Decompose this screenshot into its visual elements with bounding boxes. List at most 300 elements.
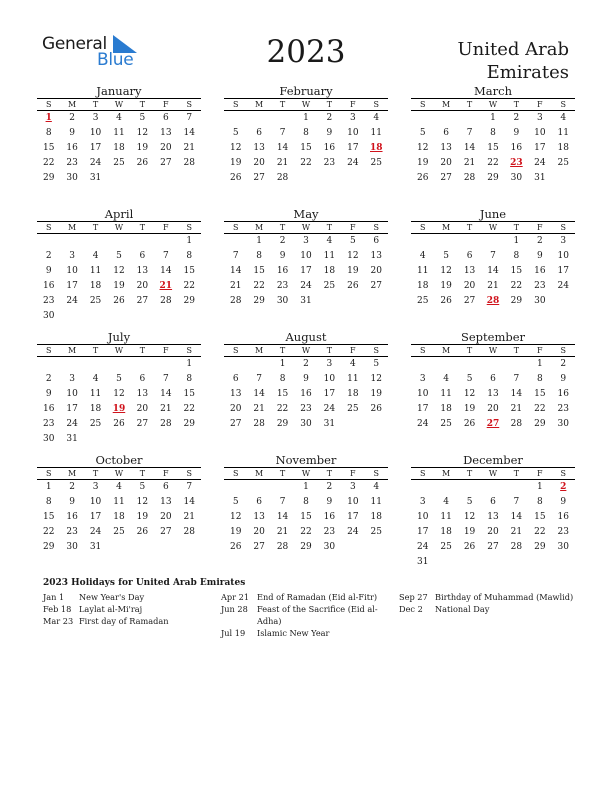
weekday-header: W bbox=[107, 99, 130, 111]
day-cell: 21 bbox=[276, 158, 289, 168]
day-cell: 13 bbox=[487, 512, 499, 522]
empty-day-cell bbox=[131, 432, 154, 447]
empty-day-cell bbox=[247, 480, 270, 496]
day-cell: 24 bbox=[534, 158, 546, 168]
weekday-header: T bbox=[131, 345, 154, 357]
day-cell: 3 bbox=[326, 359, 333, 369]
day-cell: 10 bbox=[416, 512, 429, 522]
holiday-day-cell: 18 bbox=[370, 143, 383, 153]
day-cell: 2 bbox=[69, 482, 75, 492]
day-cell: 30 bbox=[323, 542, 336, 552]
day-cell: 1 bbox=[303, 113, 309, 123]
day-cell: 14 bbox=[183, 128, 195, 138]
weekday-header: M bbox=[247, 99, 270, 111]
empty-day-cell bbox=[131, 171, 154, 186]
day-cell: 27 bbox=[229, 419, 242, 429]
day-cell: 29 bbox=[183, 296, 195, 306]
day-cell: 22 bbox=[487, 158, 499, 168]
day-cell: 28 bbox=[253, 419, 265, 429]
holiday-name: National Day bbox=[435, 604, 490, 614]
empty-day-cell bbox=[505, 357, 528, 373]
day-cell: 25 bbox=[440, 419, 452, 429]
day-cell: 25 bbox=[347, 404, 359, 414]
day-cell: 6 bbox=[139, 374, 146, 384]
day-cell: 8 bbox=[303, 128, 309, 138]
country-name-line-2: Emirates bbox=[486, 62, 569, 83]
day-cell: 22 bbox=[42, 527, 55, 537]
weekday-header: S bbox=[411, 222, 434, 234]
weekday-header: W bbox=[107, 468, 130, 480]
empty-day-cell bbox=[107, 540, 130, 555]
holiday-column bbox=[399, 591, 574, 615]
day-cell: 3 bbox=[69, 374, 75, 384]
holiday-item bbox=[221, 603, 391, 627]
day-cell: 10 bbox=[557, 251, 569, 261]
empty-day-cell bbox=[247, 111, 270, 127]
weekday-header: F bbox=[528, 345, 551, 357]
day-cell: 14 bbox=[183, 497, 195, 507]
day-cell: 9 bbox=[69, 497, 75, 507]
weekday-header: S bbox=[411, 345, 434, 357]
empty-day-cell bbox=[552, 171, 575, 186]
day-cell: 6 bbox=[490, 374, 496, 384]
day-cell: 31 bbox=[323, 419, 336, 429]
day-cell: 8 bbox=[536, 374, 543, 384]
day-cell: 17 bbox=[557, 266, 569, 276]
empty-day-cell bbox=[411, 357, 434, 373]
day-cell: 27 bbox=[440, 173, 452, 183]
empty-day-cell bbox=[481, 480, 504, 496]
day-cell: 2 bbox=[326, 113, 333, 123]
day-cell: 28 bbox=[183, 527, 195, 537]
month-calendar bbox=[411, 207, 575, 309]
day-cell: 13 bbox=[253, 143, 265, 153]
day-cell: 11 bbox=[89, 389, 102, 399]
day-cell: 22 bbox=[300, 527, 312, 537]
day-cell: 10 bbox=[347, 128, 359, 138]
weekday-header: S bbox=[224, 99, 247, 111]
day-cell: 5 bbox=[232, 128, 239, 138]
day-cell: 3 bbox=[92, 482, 99, 492]
day-cell: 20 bbox=[487, 404, 499, 414]
day-cell: 13 bbox=[136, 389, 149, 399]
empty-day-cell bbox=[411, 234, 434, 250]
day-cell: 13 bbox=[370, 251, 382, 261]
empty-day-cell bbox=[107, 234, 130, 250]
day-cell: 19 bbox=[229, 158, 242, 168]
day-cell: 31 bbox=[416, 557, 429, 567]
weekday-header: F bbox=[154, 468, 177, 480]
day-cell: 4 bbox=[92, 251, 99, 261]
day-cell: 27 bbox=[136, 296, 149, 306]
day-cell: 20 bbox=[136, 281, 149, 291]
day-cell: 5 bbox=[232, 497, 239, 507]
day-cell: 7 bbox=[162, 251, 169, 261]
day-cell: 12 bbox=[463, 389, 476, 399]
holiday-list-title: 2023 Holidays for United Arab Emirates bbox=[43, 578, 246, 588]
day-cell: 5 bbox=[116, 374, 122, 384]
weekday-header: F bbox=[528, 222, 551, 234]
weekday-header: S bbox=[365, 99, 388, 111]
day-cell: 11 bbox=[89, 266, 102, 276]
day-cell: 18 bbox=[370, 512, 382, 522]
day-cell: 20 bbox=[136, 404, 149, 414]
empty-day-cell bbox=[84, 309, 107, 324]
weekday-header: S bbox=[178, 345, 201, 357]
day-cell: 28 bbox=[463, 173, 476, 183]
day-cell: 25 bbox=[89, 419, 102, 429]
day-cell: 19 bbox=[463, 527, 476, 537]
empty-day-cell bbox=[224, 111, 247, 127]
weekday-header: F bbox=[341, 345, 364, 357]
day-cell: 30 bbox=[42, 434, 55, 444]
day-cell: 1 bbox=[186, 359, 193, 369]
day-cell: 20 bbox=[253, 158, 265, 168]
day-cell: 28 bbox=[510, 542, 523, 552]
empty-day-cell bbox=[84, 234, 107, 250]
holiday-name: Feast of the Sacrifice (Eid al-Adha) bbox=[257, 604, 378, 626]
holiday-item bbox=[399, 603, 574, 615]
month-name: December bbox=[463, 453, 523, 467]
day-cell: 24 bbox=[89, 527, 102, 537]
day-cell: 2 bbox=[45, 251, 52, 261]
day-cell: 16 bbox=[557, 512, 569, 522]
day-cell: 5 bbox=[349, 236, 356, 246]
day-cell: 25 bbox=[370, 158, 382, 168]
weekday-header: S bbox=[37, 468, 60, 480]
month-grid bbox=[37, 221, 201, 324]
day-cell: 29 bbox=[253, 296, 265, 306]
day-cell: 17 bbox=[300, 266, 312, 276]
day-cell: 31 bbox=[89, 542, 102, 552]
day-cell: 3 bbox=[419, 374, 426, 384]
day-cell: 29 bbox=[183, 419, 195, 429]
day-cell: 18 bbox=[89, 404, 102, 414]
day-cell: 23 bbox=[557, 404, 569, 414]
day-cell: 6 bbox=[490, 497, 496, 507]
day-cell: 26 bbox=[136, 527, 149, 537]
country-name-line-1: United Arab bbox=[457, 39, 569, 60]
weekday-header: T bbox=[505, 345, 528, 357]
day-cell: 12 bbox=[113, 389, 125, 399]
day-cell: 16 bbox=[66, 143, 78, 153]
empty-day-cell bbox=[458, 480, 481, 496]
day-cell: 25 bbox=[440, 542, 452, 552]
weekday-header: W bbox=[481, 468, 504, 480]
day-cell: 6 bbox=[162, 113, 169, 123]
day-cell: 23 bbox=[66, 158, 78, 168]
month-calendar bbox=[37, 453, 201, 555]
day-cell: 29 bbox=[534, 419, 546, 429]
empty-day-cell bbox=[178, 432, 201, 447]
day-cell: 27 bbox=[370, 281, 382, 291]
holiday-date: Jun 28 bbox=[221, 604, 248, 614]
day-cell: 22 bbox=[534, 527, 546, 537]
weekday-header: W bbox=[107, 345, 130, 357]
holiday-date: Dec 2 bbox=[399, 604, 423, 614]
holiday-item bbox=[221, 627, 391, 639]
day-cell: 14 bbox=[487, 266, 499, 276]
day-cell: 7 bbox=[186, 482, 193, 492]
weekday-header: T bbox=[458, 468, 481, 480]
day-cell: 4 bbox=[373, 482, 380, 492]
month-name: April bbox=[104, 207, 134, 221]
day-cell: 25 bbox=[370, 527, 382, 537]
day-cell: 29 bbox=[487, 173, 499, 183]
day-cell: 3 bbox=[560, 236, 567, 246]
empty-day-cell bbox=[411, 480, 434, 496]
day-cell: 15 bbox=[300, 143, 312, 153]
holiday-day-cell: 19 bbox=[112, 404, 126, 414]
country-name bbox=[457, 38, 569, 84]
day-cell: 8 bbox=[186, 251, 193, 261]
empty-day-cell bbox=[154, 540, 177, 555]
day-cell: 17 bbox=[534, 143, 546, 153]
empty-day-cell bbox=[528, 555, 551, 570]
day-cell: 24 bbox=[416, 419, 429, 429]
day-cell: 31 bbox=[89, 173, 102, 183]
month-grid bbox=[37, 98, 201, 186]
weekday-header: S bbox=[552, 222, 575, 234]
day-cell: 16 bbox=[323, 512, 336, 522]
day-cell: 25 bbox=[557, 158, 569, 168]
day-cell: 15 bbox=[534, 512, 546, 522]
day-cell: 2 bbox=[513, 113, 520, 123]
month-grid bbox=[37, 467, 201, 555]
holiday-name: Laylat al-Mi'raj bbox=[79, 604, 143, 614]
day-cell: 30 bbox=[66, 173, 78, 183]
holiday-item bbox=[399, 591, 574, 603]
day-cell: 5 bbox=[466, 374, 473, 384]
day-cell: 6 bbox=[162, 482, 169, 492]
holiday-column bbox=[221, 591, 391, 639]
day-cell: 18 bbox=[557, 143, 569, 153]
day-cell: 26 bbox=[113, 296, 125, 306]
day-cell: 11 bbox=[416, 266, 429, 276]
day-cell: 20 bbox=[463, 281, 476, 291]
day-cell: 12 bbox=[416, 143, 429, 153]
day-cell: 22 bbox=[534, 404, 546, 414]
day-cell: 10 bbox=[89, 497, 102, 507]
empty-day-cell bbox=[178, 540, 201, 555]
day-cell: 6 bbox=[256, 128, 262, 138]
day-cell: 26 bbox=[463, 542, 476, 552]
weekday-header: M bbox=[60, 99, 83, 111]
day-cell: 17 bbox=[416, 527, 429, 537]
empty-day-cell bbox=[37, 357, 60, 373]
weekday-header: T bbox=[131, 222, 154, 234]
holiday-date: Feb 18 bbox=[43, 604, 72, 614]
day-cell: 16 bbox=[510, 143, 523, 153]
day-cell: 31 bbox=[300, 296, 312, 306]
day-cell: 22 bbox=[183, 404, 195, 414]
weekday-header: T bbox=[84, 99, 107, 111]
empty-day-cell bbox=[271, 111, 294, 127]
weekday-header: T bbox=[458, 345, 481, 357]
empty-day-cell bbox=[107, 357, 130, 373]
day-cell: 10 bbox=[323, 374, 336, 384]
day-cell: 29 bbox=[510, 296, 523, 306]
day-cell: 3 bbox=[349, 482, 356, 492]
day-cell: 12 bbox=[347, 251, 359, 261]
month-name: May bbox=[293, 207, 319, 221]
empty-day-cell bbox=[247, 357, 270, 373]
holiday-name: Islamic New Year bbox=[257, 628, 330, 638]
month-calendar bbox=[411, 330, 575, 432]
weekday-header: W bbox=[294, 222, 317, 234]
day-cell: 8 bbox=[256, 251, 262, 261]
holiday-name: End of Ramadan (Eid al-Fitr) bbox=[257, 592, 378, 602]
weekday-header: W bbox=[294, 345, 317, 357]
month-calendar bbox=[224, 330, 388, 432]
holiday-item bbox=[43, 603, 213, 615]
day-cell: 12 bbox=[440, 266, 452, 276]
day-cell: 10 bbox=[416, 389, 429, 399]
empty-day-cell bbox=[224, 357, 247, 373]
day-cell: 15 bbox=[534, 389, 546, 399]
holiday-name: Birthday of Muhammad (Mawlid) bbox=[435, 592, 574, 602]
day-cell: 6 bbox=[466, 251, 473, 261]
day-cell: 1 bbox=[45, 482, 52, 492]
empty-day-cell bbox=[434, 111, 457, 127]
month-name: October bbox=[95, 453, 143, 467]
weekday-header: F bbox=[154, 345, 177, 357]
day-cell: 17 bbox=[66, 404, 78, 414]
month-calendar bbox=[37, 207, 201, 324]
empty-day-cell bbox=[365, 540, 388, 555]
day-cell: 7 bbox=[490, 251, 496, 261]
day-cell: 1 bbox=[303, 482, 309, 492]
weekday-header: T bbox=[271, 468, 294, 480]
day-cell: 20 bbox=[253, 527, 265, 537]
day-cell: 21 bbox=[487, 281, 499, 291]
day-cell: 22 bbox=[183, 281, 195, 291]
weekday-header: S bbox=[411, 99, 434, 111]
day-cell: 27 bbox=[253, 173, 265, 183]
month-grid bbox=[224, 467, 388, 555]
day-cell: 18 bbox=[440, 404, 452, 414]
day-cell: 7 bbox=[513, 497, 520, 507]
weekday-header: M bbox=[247, 222, 270, 234]
holiday-date: Apr 21 bbox=[221, 592, 250, 602]
day-cell: 2 bbox=[560, 359, 567, 369]
empty-day-cell bbox=[271, 480, 294, 496]
day-cell: 15 bbox=[42, 512, 55, 522]
day-cell: 23 bbox=[557, 527, 569, 537]
day-cell: 21 bbox=[510, 404, 523, 414]
day-cell: 17 bbox=[89, 512, 102, 522]
empty-day-cell bbox=[481, 357, 504, 373]
day-cell: 4 bbox=[326, 236, 333, 246]
day-cell: 7 bbox=[232, 251, 239, 261]
month-calendar bbox=[411, 84, 575, 186]
day-cell: 10 bbox=[89, 128, 102, 138]
day-cell: 10 bbox=[300, 251, 312, 261]
day-cell: 13 bbox=[463, 266, 476, 276]
weekday-header: S bbox=[37, 345, 60, 357]
empty-day-cell bbox=[365, 171, 388, 186]
month-name: August bbox=[285, 330, 327, 344]
day-cell: 10 bbox=[347, 497, 359, 507]
holiday-day-cell: 23 bbox=[510, 158, 523, 168]
day-cell: 4 bbox=[116, 482, 122, 492]
empty-day-cell bbox=[60, 309, 83, 324]
day-cell: 26 bbox=[229, 173, 242, 183]
empty-day-cell bbox=[60, 234, 83, 250]
day-cell: 9 bbox=[560, 374, 567, 384]
day-cell: 4 bbox=[419, 251, 426, 261]
empty-day-cell bbox=[365, 417, 388, 432]
day-cell: 28 bbox=[183, 158, 195, 168]
day-cell: 18 bbox=[113, 512, 125, 522]
day-cell: 26 bbox=[229, 542, 242, 552]
day-cell: 5 bbox=[116, 251, 122, 261]
weekday-header: W bbox=[481, 99, 504, 111]
day-cell: 20 bbox=[370, 266, 382, 276]
day-cell: 17 bbox=[416, 404, 429, 414]
day-cell: 20 bbox=[440, 158, 452, 168]
empty-day-cell bbox=[107, 309, 130, 324]
weekday-header: T bbox=[505, 99, 528, 111]
month-grid bbox=[411, 221, 575, 309]
day-cell: 15 bbox=[487, 143, 499, 153]
day-cell: 14 bbox=[160, 266, 172, 276]
day-cell: 28 bbox=[160, 296, 172, 306]
day-cell: 10 bbox=[66, 389, 78, 399]
day-cell: 25 bbox=[113, 158, 125, 168]
month-name: July bbox=[107, 330, 131, 344]
day-cell: 4 bbox=[116, 113, 122, 123]
empty-day-cell bbox=[552, 294, 575, 309]
month-grid bbox=[224, 344, 388, 432]
day-cell: 9 bbox=[536, 251, 543, 261]
day-cell: 9 bbox=[326, 128, 333, 138]
day-cell: 2 bbox=[69, 113, 75, 123]
day-cell: 7 bbox=[466, 128, 473, 138]
day-cell: 1 bbox=[279, 359, 286, 369]
holiday-date: Jul 19 bbox=[221, 628, 246, 638]
day-cell: 14 bbox=[510, 389, 523, 399]
day-cell: 13 bbox=[440, 143, 452, 153]
day-cell: 3 bbox=[92, 113, 99, 123]
day-cell: 22 bbox=[510, 281, 523, 291]
day-cell: 22 bbox=[42, 158, 55, 168]
day-cell: 9 bbox=[69, 128, 75, 138]
day-cell: 11 bbox=[113, 497, 125, 507]
day-cell: 11 bbox=[113, 128, 125, 138]
empty-day-cell bbox=[84, 432, 107, 447]
day-cell: 9 bbox=[513, 128, 520, 138]
weekday-header: F bbox=[341, 468, 364, 480]
day-cell: 30 bbox=[42, 311, 55, 321]
day-cell: 16 bbox=[66, 512, 78, 522]
day-cell: 11 bbox=[370, 497, 382, 507]
weekday-header: T bbox=[271, 345, 294, 357]
empty-day-cell bbox=[341, 540, 364, 555]
day-cell: 4 bbox=[443, 374, 449, 384]
day-cell: 22 bbox=[253, 281, 265, 291]
month-calendar bbox=[37, 330, 201, 447]
day-cell: 19 bbox=[229, 527, 242, 537]
day-cell: 4 bbox=[560, 113, 567, 123]
weekday-header: T bbox=[271, 99, 294, 111]
day-cell: 29 bbox=[276, 419, 289, 429]
weekday-header: S bbox=[224, 222, 247, 234]
empty-day-cell bbox=[224, 234, 247, 250]
day-cell: 5 bbox=[139, 482, 146, 492]
day-cell: 16 bbox=[323, 143, 336, 153]
day-cell: 4 bbox=[349, 359, 356, 369]
